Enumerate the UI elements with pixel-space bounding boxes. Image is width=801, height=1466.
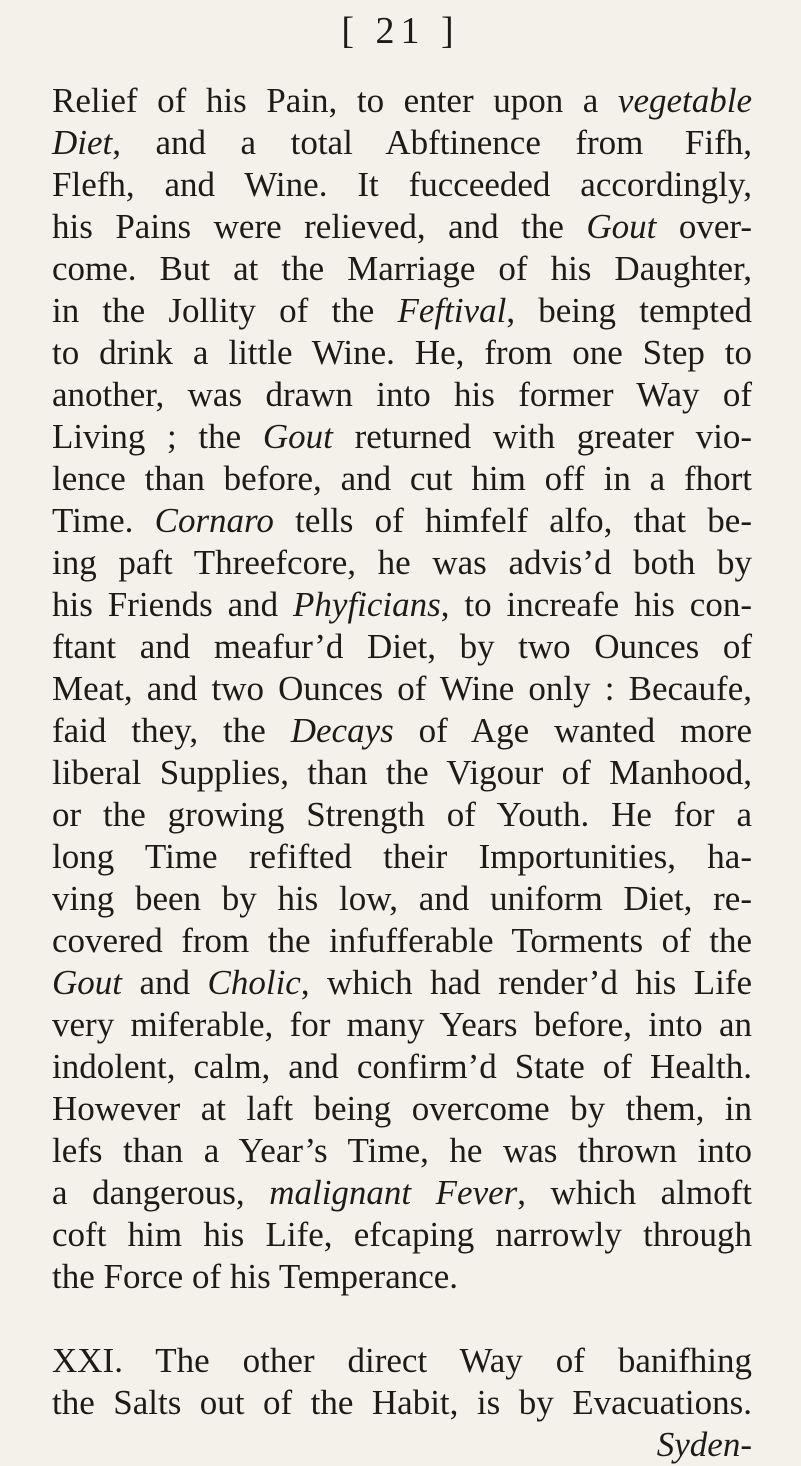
paragraph-gap — [52, 1298, 752, 1340]
text-line: Relief of his Pain, to enter upon a vegetable — [52, 81, 752, 120]
text-line: indolent, calm, and confirm’d State of Health. — [52, 1047, 752, 1086]
text-line: Time. Cornaro tells of himfelf alfo, that be- — [52, 501, 752, 540]
catchword: Syden- — [656, 1425, 752, 1464]
text-line: Flefh, and Wine. It fucceeded accordingly, — [52, 165, 752, 204]
text-line: the Force of his Temperance. — [52, 1257, 459, 1296]
text-line: Living ; the Gout returned with greater vio- — [52, 417, 752, 456]
text-line: ing paft Threefcore, he was advis’d both by — [52, 543, 752, 582]
text-line: lence than before, and cut him off in a fhort — [52, 459, 752, 498]
text-line: ving been by his low, and uniform Diet, re- — [52, 879, 752, 918]
paragraph-1 — [52, 80, 752, 1298]
text-line: XXI. The other direct Way of banifhing — [52, 1341, 752, 1380]
text-line: come. But at the Marriage of his Daughter, — [52, 249, 752, 288]
text-line: his Pains were relieved, and the Gout over- — [52, 207, 752, 246]
text-line: very miferable, for many Years before, into an — [52, 1005, 752, 1044]
text-line: Gout and Cholic, which had render’d his Life — [52, 963, 752, 1002]
text-line: or the growing Strength of Youth. He for a — [52, 795, 752, 834]
text-line: Meat, and two Ounces of Wine only : Becaufe, — [52, 669, 752, 708]
text-line: in the Jollity of the Feftival, being tempted — [52, 291, 752, 330]
paragraph-2 — [52, 1340, 752, 1466]
text-line: another, was drawn into his former Way of — [52, 375, 752, 414]
text-line: the Salts out of the Habit, is by Evacuations. — [52, 1383, 752, 1422]
body-text — [52, 80, 752, 1466]
page-number: [ 21 ] — [341, 10, 460, 52]
text-line: faid they, the Decays of Age wanted more — [52, 711, 752, 750]
text-line: However at laft being overcome by them, in — [52, 1089, 752, 1128]
text-line: a dangerous, malignant Fever, which almoft — [52, 1173, 752, 1212]
text-line: liberal Supplies, than the Vigour of Manhood, — [52, 753, 752, 792]
text-line: Diet, and a total Abftinence from Fifh, — [52, 123, 752, 162]
text-line: lefs than a Year’s Time, he was thrown into — [52, 1131, 752, 1170]
text-line: long Time refifted their Importunities, ha- — [52, 837, 752, 876]
text-line: coft him his Life, efcaping narrowly through — [52, 1215, 752, 1254]
text-line: ftant and meafur’d Diet, by two Ounces of — [52, 627, 752, 666]
text-line: covered from the infufferable Torments of the — [52, 921, 752, 960]
text-line: to drink a little Wine. He, from one Step to — [52, 333, 752, 372]
text-line: his Friends and Phyficians, to increafe his con- — [52, 585, 752, 624]
